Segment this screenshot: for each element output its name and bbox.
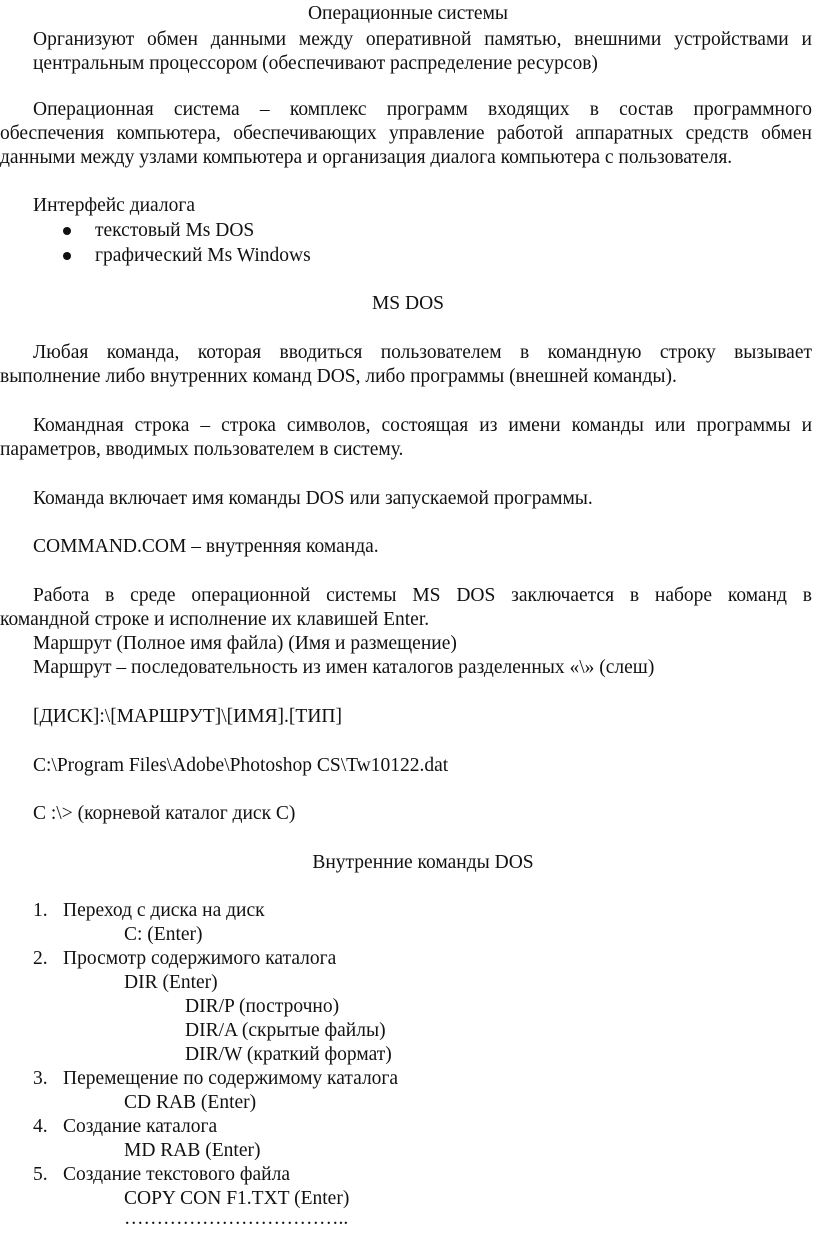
document-title: Операционные системы xyxy=(307,3,509,24)
work-paragraph-line-2: командной строке и исполнение их клавишей Enter. xyxy=(0,609,430,630)
list-item-number: 3. xyxy=(33,1068,48,1089)
command-option: DIR/W (краткий формат) xyxy=(185,1044,392,1065)
bullet-icon xyxy=(63,227,71,235)
list-item-title: Просмотр содержимого каталога xyxy=(63,948,337,969)
command-option: DIR/A (скрытые файлы) xyxy=(185,1020,386,1041)
list-item-title: Создание текстового файла xyxy=(63,1164,290,1185)
work-paragraph-line-1: Работа в среде операционной системы MS DOS заключается в наборе команд в xyxy=(33,585,812,606)
intro-line-2: центральным процессором (обеспечивают распределение ресурсов) xyxy=(33,53,598,74)
command-example: C: (Enter) xyxy=(124,924,203,945)
command-example: COPY CON F1.TXT (Enter) xyxy=(124,1188,350,1209)
command-line-paragraph-line-2: параметров, вводимых пользователем в систему. xyxy=(0,439,404,460)
list-item-number: 2. xyxy=(33,948,48,969)
dotted-continuation: …………………………….. xyxy=(124,1208,349,1229)
list-item-title: Переход с диска на диск xyxy=(63,900,265,921)
path-example: C:\Program Files\Adobe\Photoshop CS\Tw10122.dat xyxy=(33,755,449,776)
intro-line-1: Организуют обмен данными между оперативной памятью, внешними устройствами и xyxy=(33,29,812,50)
root-example: C :\> (корневой каталог диск C) xyxy=(33,803,296,824)
route-line-1: Маршрут (Полное имя файла) (Имя и размещение) xyxy=(33,633,457,654)
path-template: [ДИСК]:\[МАРШРУТ]\[ИМЯ].[ТИП] xyxy=(33,706,342,727)
command-option: DIR/P (построчно) xyxy=(185,996,340,1017)
command-example: DIR (Enter) xyxy=(124,972,218,993)
os-definition-line-2: обеспечения компьютера, обеспечивающих управление работой аппаратных средств обмен xyxy=(0,123,812,144)
interface-item-graphic: графический Ms Windows xyxy=(95,245,311,266)
interface-item-text: текстовый Ms DOS xyxy=(95,220,255,241)
command-includes-text: Команда включает имя команды DOS или запускаемой программы. xyxy=(33,488,593,509)
command-example: MD RAB (Enter) xyxy=(124,1140,261,1161)
bullet-icon xyxy=(63,252,71,260)
command-line-paragraph-line-1: Командная строка – строка символов, состоящая из имени команды или программы и xyxy=(33,415,812,436)
list-item-number: 5. xyxy=(33,1164,48,1185)
command-example: CD RAB (Enter) xyxy=(124,1092,257,1113)
os-definition-line-3: данными между узлами компьютера и организация диалога компьютера с пользователя. xyxy=(0,147,733,168)
list-item-title: Создание каталога xyxy=(63,1116,218,1137)
route-line-2: Маршрут – последовательность из имен каталогов разделенных «\» (слеш) xyxy=(33,657,655,678)
command-com-text: COMMAND.COM – внутренняя команда. xyxy=(33,536,379,557)
list-item-title: Перемещение по содержимому каталога xyxy=(63,1068,399,1089)
command-paragraph-line-2: выполнение либо внутренних команд DOS, либо программы (внешней команды). xyxy=(0,366,677,387)
internal-commands-heading: Внутренние команды DOS xyxy=(312,852,534,873)
list-item-number: 1. xyxy=(33,900,48,921)
command-paragraph-line-1: Любая команда, которая вводиться пользователем в командную строку вызывает xyxy=(33,342,812,363)
msdos-heading: MS DOS xyxy=(371,293,445,314)
os-definition-line-1: Операционная система – комплекс программ входящих в состав программного xyxy=(33,99,812,120)
interface-heading: Интерфейс диалога xyxy=(33,195,196,216)
list-item-number: 4. xyxy=(33,1116,48,1137)
